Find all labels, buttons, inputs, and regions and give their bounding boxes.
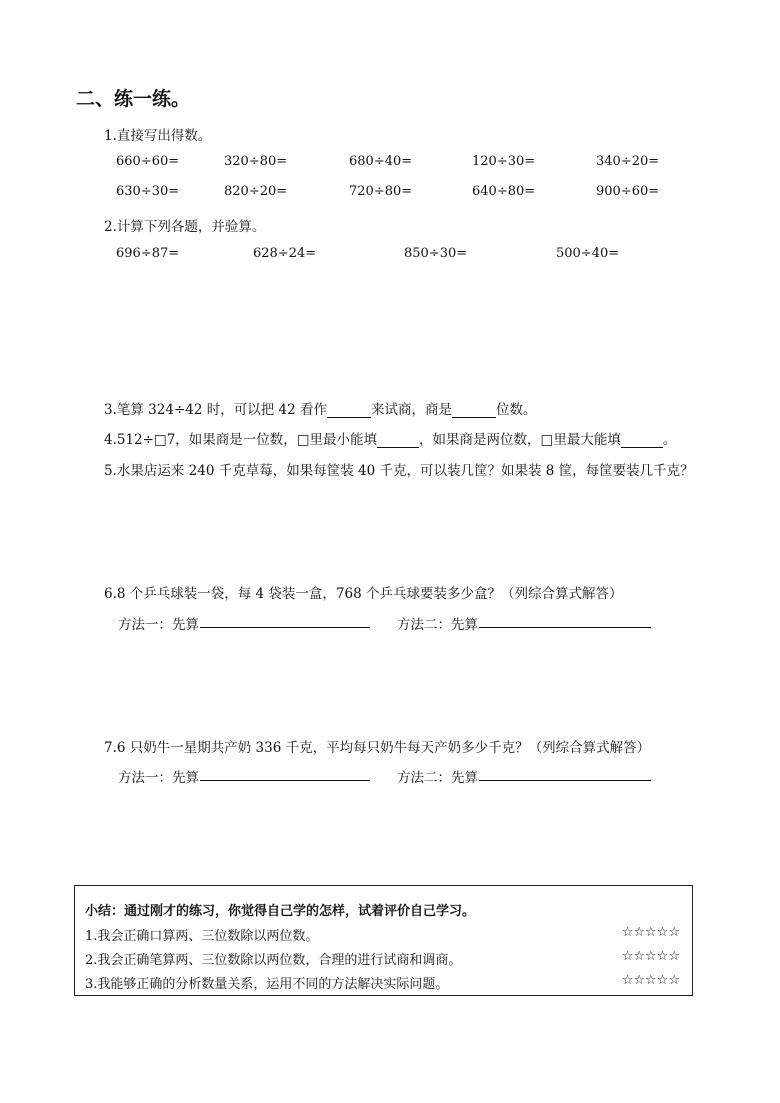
q1-item: 900÷60= xyxy=(596,184,660,199)
q7-method2-answer-line[interactable] xyxy=(479,780,651,781)
q1-item: 630÷30= xyxy=(116,184,180,199)
star-rating[interactable]: ☆☆☆☆☆ xyxy=(621,973,680,988)
q1-item: 120÷30= xyxy=(472,154,536,169)
q1-item: 820÷20= xyxy=(224,184,288,199)
q3-text xyxy=(104,398,536,418)
q6-method1-label: 方法一：先算 xyxy=(118,617,199,633)
star-rating[interactable]: ☆☆☆☆☆ xyxy=(621,925,680,940)
q6-method2-answer-line[interactable] xyxy=(479,627,651,628)
q4-blank-2[interactable] xyxy=(621,433,663,448)
star-rating[interactable]: ☆☆☆☆☆ xyxy=(621,949,680,964)
q7-text: 7.6 只奶牛一星期共产奶 336 千克，平均每只奶牛每天产奶多少千克？（列综合算式解答） xyxy=(104,740,651,756)
q2-item: 850÷30= xyxy=(404,246,468,261)
q4-text xyxy=(104,428,676,448)
q7-method2-label: 方法二：先算 xyxy=(397,770,478,786)
section-title: 二、练一练。 xyxy=(76,88,191,110)
summary-box xyxy=(74,885,693,996)
q2-item: 500÷40= xyxy=(556,246,620,261)
q5-text: 5.水果店运来 240 千克草莓，如果每筐装 40 千克，可以装几筐？如果装 8 筐，每筐要装几千克？ xyxy=(104,463,694,479)
q4-part3: 。 xyxy=(662,432,677,448)
q7-method1-label: 方法一：先算 xyxy=(118,770,199,786)
q2-item: 628÷24= xyxy=(253,246,317,261)
q3-blank-2[interactable] xyxy=(452,403,496,418)
q4-blank-1[interactable] xyxy=(377,433,419,448)
q1-item: 320÷80= xyxy=(224,154,288,169)
q6-method2-label: 方法二：先算 xyxy=(397,617,478,633)
q3-part2: 来试商，商是 xyxy=(370,402,452,418)
q1-item: 660÷60= xyxy=(116,154,180,169)
q1-item: 640÷80= xyxy=(472,184,536,199)
q4-part1: 4.512÷□7，如果商是一位数，□里最小能填 xyxy=(104,432,378,448)
summary-item: 2.我会正确笔算两、三位数除以两位数，合理的进行试商和调商。 xyxy=(85,953,462,968)
q2-label: 2.计算下列各题，并验算。 xyxy=(104,219,266,235)
summary-item: 3.我能够正确的分析数量关系，运用不同的方法解决实际问题。 xyxy=(85,977,449,992)
summary-item: 1.我会正确口算两、三位数除以两位数。 xyxy=(85,929,319,944)
q2-item: 696÷87= xyxy=(116,246,180,261)
q1-item: 680÷40= xyxy=(349,154,413,169)
q6-method1-answer-line[interactable] xyxy=(200,627,370,628)
q1-item: 340÷20= xyxy=(596,154,660,169)
q7-method1-answer-line[interactable] xyxy=(200,780,370,781)
q3-part3: 位数。 xyxy=(495,402,537,418)
summary-title: 小结：通过刚才的练习，你觉得自己学的怎样，试着评价自己学习。 xyxy=(85,904,476,919)
q3-blank-1[interactable] xyxy=(327,403,371,418)
q6-text: 6.8 个乒乓球装一袋，每 4 袋装一盒，768 个乒乓球要装多少盒？（列综合算式解答） xyxy=(104,586,623,602)
q1-label: 1.直接写出得数。 xyxy=(104,128,212,144)
q1-item: 720÷80= xyxy=(349,184,413,199)
q3-part1: 3.笔算 324÷42 时，可以把 42 看作 xyxy=(104,402,327,418)
q4-part2: ，如果商是两位数，□里最大能填 xyxy=(419,432,621,448)
